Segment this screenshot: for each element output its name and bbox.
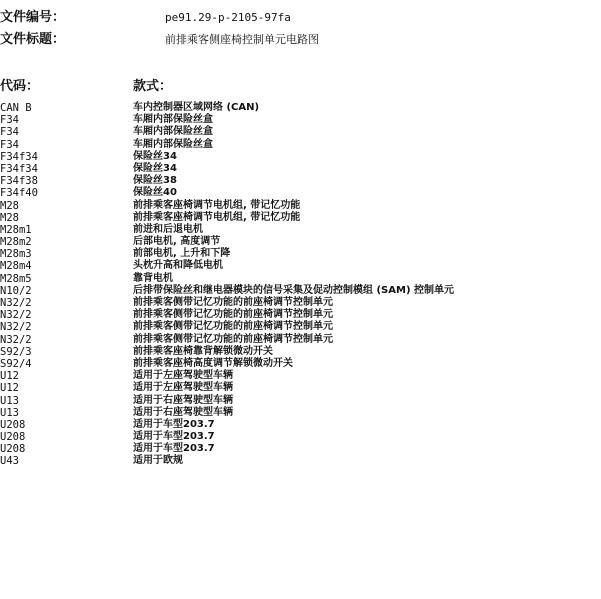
list-item	[0, 309, 601, 321]
component-description: 适用于车型203.7	[133, 431, 215, 443]
component-description: 前排乘客侧带记忆功能的前座椅调节控制单元	[133, 297, 333, 308]
component-description: 保险丝40	[133, 187, 177, 199]
component-description: 适用于左座驾驶型车辆	[133, 382, 233, 394]
component-code: N32/2	[0, 309, 32, 322]
list-item	[0, 260, 601, 272]
component-code: CAN B	[0, 102, 32, 114]
component-code: U13	[0, 406, 19, 419]
list-item	[0, 151, 601, 163]
document-number-value: pe91.29-p-2105-97fa	[165, 11, 291, 24]
component-code: M28m2	[0, 236, 32, 249]
code-column-header: 代码：	[0, 79, 40, 94]
component-code: F34	[0, 126, 19, 139]
component-description: 保险丝34	[133, 162, 177, 174]
list-item	[0, 431, 601, 443]
list-item	[0, 346, 601, 358]
component-code: M28m1	[0, 223, 32, 236]
component-code: F34f40	[0, 187, 38, 200]
component-code: M28	[0, 211, 19, 224]
list-item	[0, 358, 601, 370]
list-item	[0, 236, 601, 248]
document-title-value: 前排乘客侧座椅控制单元电路图	[165, 33, 319, 46]
component-code: F34f38	[0, 175, 38, 188]
component-description: 保险丝38	[133, 175, 177, 187]
document-number-label: 文件编号：	[0, 10, 66, 25]
component-code: M28m3	[0, 248, 32, 261]
component-description: 前排乘客侧带记忆功能的前座椅调节控制单元	[133, 321, 333, 333]
list-item	[0, 248, 601, 260]
component-code: N32/2	[0, 297, 32, 309]
list-item	[0, 395, 601, 407]
component-description: 适用于车型203.7	[133, 443, 215, 455]
list-item	[0, 175, 601, 187]
component-description: 适用于左座驾驶型车辆	[133, 370, 233, 382]
component-code: N32/2	[0, 333, 32, 346]
component-description: 前排乘客侧带记忆功能的前座椅调节控制单元	[133, 333, 333, 345]
list-item	[0, 126, 601, 138]
document-title-label: 文件标题：	[0, 32, 66, 47]
component-code: N10/2	[0, 284, 32, 297]
list-item	[0, 443, 601, 455]
component-description: 车内控制器区域网络 (CAN)	[133, 102, 260, 113]
list-item	[0, 419, 601, 431]
component-code: M28m5	[0, 272, 32, 285]
list-item	[0, 139, 601, 151]
list-item	[0, 114, 601, 126]
list-item	[0, 163, 601, 175]
component-description: 前排乘客座椅调节电机组, 带记忆功能	[133, 199, 301, 211]
component-description: 适用于车型203.7	[133, 418, 215, 430]
component-description: 前排乘客侧带记忆功能的前座椅调节控制单元	[133, 309, 333, 321]
list-item	[0, 102, 601, 114]
component-code: U208	[0, 418, 26, 431]
component-code: U12	[0, 370, 19, 383]
list-item	[0, 407, 601, 419]
component-description: 保险丝34	[133, 150, 177, 162]
component-description: 前部电机, 上升和下降	[133, 248, 231, 260]
component-description: 适用于右座驾驶型车辆	[133, 394, 233, 406]
list-item	[0, 212, 601, 224]
list-item	[0, 297, 601, 309]
component-description: 靠背电机	[133, 272, 173, 284]
component-description: 前排乘客座椅靠背解锁微动开关	[133, 345, 273, 357]
component-description: 前进和后退电机	[133, 223, 203, 235]
component-description: 车厢内部保险丝盒	[133, 138, 213, 150]
component-description: 适用于欧规	[133, 455, 183, 467]
component-description: 后排带保险丝和继电器模块的信号采集及促动控制模组 (SAM) 控制单元	[133, 284, 454, 296]
list-item	[0, 187, 601, 199]
component-code: M28	[0, 199, 19, 212]
style-column-header: 款式：	[133, 79, 173, 94]
component-description: 车厢内部保险丝盒	[133, 126, 213, 138]
component-code: U43	[0, 455, 19, 468]
list-item	[0, 273, 601, 285]
list-item	[0, 200, 601, 212]
component-code: F34f34	[0, 162, 38, 175]
list-item	[0, 455, 601, 467]
component-code: F34f34	[0, 150, 38, 163]
list-item	[0, 370, 601, 382]
component-code: M28m4	[0, 260, 32, 273]
component-description: 适用于右座驾驶型车辆	[133, 406, 233, 418]
component-code: U208	[0, 431, 26, 444]
list-item	[0, 334, 601, 346]
component-list	[0, 102, 601, 468]
component-code: U12	[0, 382, 19, 395]
component-code: N32/2	[0, 321, 32, 334]
component-code: U208	[0, 443, 26, 456]
component-description: 前排乘客座椅高度调节解锁微动开关	[133, 357, 293, 369]
component-description: 后部电机, 高度调节	[133, 236, 221, 248]
component-code: F34	[0, 138, 19, 151]
component-code: U13	[0, 394, 19, 407]
component-description: 车厢内部保险丝盒	[133, 114, 213, 126]
list-item	[0, 285, 601, 297]
component-description: 头枕升高和降低电机	[133, 260, 223, 272]
component-code: F34	[0, 114, 19, 127]
component-code: S92/4	[0, 357, 32, 370]
list-item	[0, 321, 601, 333]
list-item	[0, 382, 601, 394]
component-code: S92/3	[0, 345, 32, 358]
component-description: 前排乘客座椅调节电机组, 带记忆功能	[133, 211, 301, 223]
list-item	[0, 224, 601, 236]
